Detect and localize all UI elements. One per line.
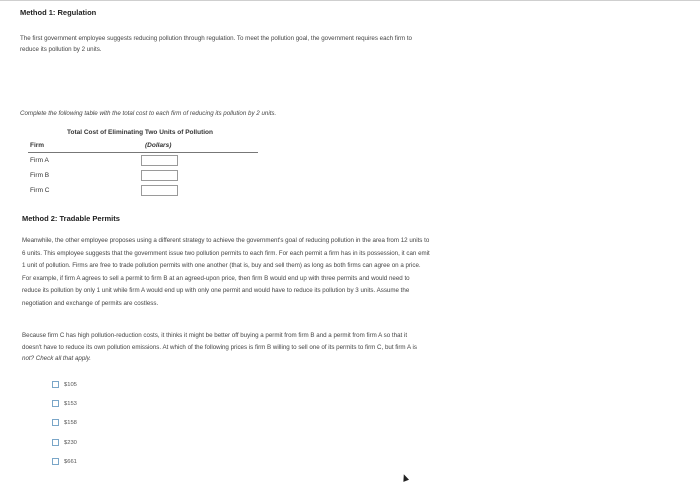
row-label-firm-a: Firm A (30, 157, 49, 164)
question-text (22, 330, 682, 365)
option-661[interactable] (52, 458, 77, 465)
option-label: $230 (64, 439, 77, 446)
method1-title: Method 1: Regulation (20, 8, 97, 17)
checkbox[interactable] (52, 400, 59, 407)
method1-paragraph (20, 33, 680, 55)
method2-line: 6 units. This employee suggests that the government issue two pollution permits to each firm. For each permit a firm has in its possession, it can emit (22, 249, 430, 257)
checkbox[interactable] (52, 381, 59, 388)
firm-a-cost-input[interactable] (141, 155, 178, 166)
cost-column-header: Total Cost of Eliminating Two Units of Pollution (67, 129, 213, 136)
method1-line2: reduce its pollution by 2 units. (20, 46, 102, 53)
method2-title: Method 2: Tradable Permits (22, 214, 120, 223)
mouse-cursor-icon (401, 473, 409, 482)
table-instruction: Complete the following table with the total cost to each firm of reducing its pollution by 2 units. (20, 110, 277, 117)
method2-line: For example, if firm A agrees to sell a permit to firm B at an agreed-upon price, then firm B would end up with three permits and would need to (22, 274, 410, 282)
checkbox[interactable] (52, 458, 59, 465)
firm-b-cost-input[interactable] (141, 170, 178, 181)
top-border (0, 0, 700, 1)
firm-column-header: Firm (30, 142, 45, 149)
option-label: $105 (64, 381, 77, 388)
question-line1: Because firm C has high pollution-reduction costs, it thinks it might be better off buying a permit from firm B and a permit from firm A so that it (22, 332, 408, 339)
firm-c-cost-input[interactable] (141, 185, 178, 196)
question-line2: doesn't have to reduce its own pollution emissions. At which of the following prices is firm B willing to sell one of its permits to firm C, but firm A is (22, 343, 417, 351)
option-105[interactable] (52, 381, 77, 388)
option-label: $661 (64, 458, 77, 465)
method1-line1: The first government employee suggests reducing pollution through regulation. To meet the pollution goal, the government requires each firm to (20, 35, 412, 42)
cost-column-unit: (Dollars) (145, 142, 172, 149)
checkbox[interactable] (52, 439, 59, 446)
table-header-divider (28, 152, 258, 153)
option-label: $158 (64, 419, 77, 426)
checkbox[interactable] (52, 419, 59, 426)
row-label-firm-c: Firm C (30, 187, 50, 194)
option-label: $153 (64, 400, 77, 407)
question-line3: not? Check all that apply. (22, 355, 92, 362)
option-230[interactable] (52, 439, 77, 446)
option-158[interactable] (52, 419, 77, 426)
method2-paragraph (22, 235, 682, 310)
method2-line: reduce its pollution by only 1 unit while firm A would end up with only one permit and would have to reduce its pollution by 3 units. Assume the (22, 287, 410, 294)
method2-line: 1 unit of pollution. Firms are free to trade pollution permits with one another (that is, buy and sell them) as long as both firms can agree on a price. (22, 262, 421, 269)
row-label-firm-b: Firm B (30, 172, 50, 179)
method2-line: negotiation and exchange of permits are costless. (22, 299, 159, 307)
option-153[interactable] (52, 400, 77, 407)
method2-line: Meanwhile, the other employee proposes using a different strategy to achieve the government's goal of reducing pollution in the area from 12 units to (22, 237, 430, 244)
